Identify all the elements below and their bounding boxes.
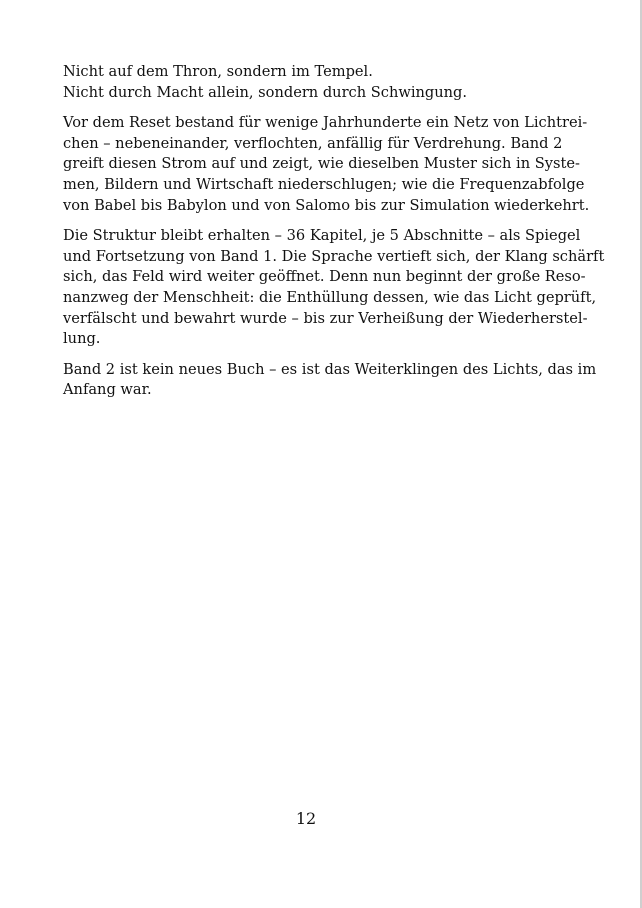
text-line: greift diesen Strom auf und zeigt, wie dieselben Muster sich in Syste- (63, 155, 580, 173)
text-line: men, Bildern und Wirtschaft niederschlugen; wie die Frequenzabfolge (63, 175, 585, 193)
paragraph-4 (63, 360, 597, 401)
text-line: von Babel bis Babylon und von Salomo bis zur Simulation wiederkehrt. (63, 196, 590, 214)
page-number: 12 (295, 809, 317, 828)
text-line: verfälscht und bewahrt wurde – bis zur Verheißung der Wiederherstel- (63, 309, 588, 327)
text-line: Anfang war. (63, 381, 152, 399)
text-line: lung. (63, 330, 101, 348)
text-line: chen – nebeneinander, verflochten, anfällig für Verdrehung. Band 2 (63, 134, 563, 152)
text-line: Die Struktur bleibt erhalten – 36 Kapitel, je 5 Abschnitte – als Spiegel (63, 227, 581, 245)
text-line: Band 2 ist kein neues Buch – es ist das Weiterklingen des Lichts, das im (63, 360, 597, 378)
text-line: sich, das Feld wird weiter geöffnet. Denn nun beginnt der große Reso- (63, 268, 586, 286)
text-line: Vor dem Reset bestand für wenige Jahrhunderte ein Netz von Lichtrei- (63, 114, 588, 132)
paragraph-1 (63, 62, 549, 103)
paragraph-3 (63, 226, 605, 350)
text-line: nanzweg der Menschheit: die Enthüllung dessen, wie das Licht geprüft, (63, 288, 597, 306)
text-line: Nicht durch Macht allein, sondern durch Schwingung. (63, 83, 468, 101)
body-text (63, 62, 605, 411)
text-line: und Fortsetzung von Band 1. Die Sprache vertieft sich, der Klang schärft (63, 247, 605, 265)
paragraph-2 (63, 113, 590, 216)
text-line: Nicht auf dem Thron, sondern im Tempel. (63, 63, 373, 80)
